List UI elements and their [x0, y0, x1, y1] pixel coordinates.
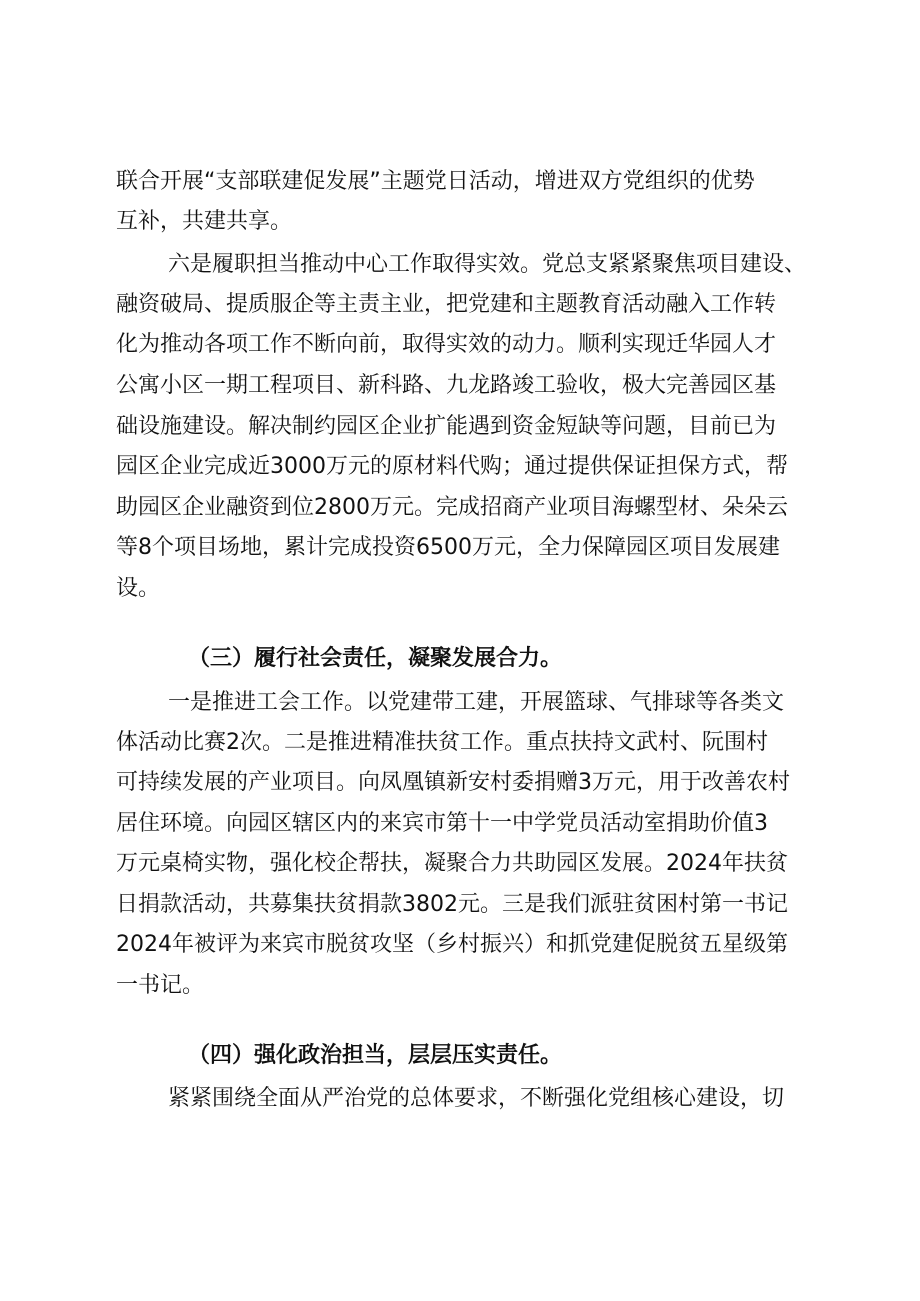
section-heading: （三）履行社会责任，凝聚发展合力。	[188, 646, 563, 671]
paragraph-line: 互补，共建共享。	[116, 209, 293, 234]
paragraph-line: 一是推进工会工作。以党建带工建，开展篮球、气排球等各类文	[168, 690, 785, 715]
paragraph-line: 公寓小区一期工程项目、新科路、九龙路竣工验收，极大完善园区基	[116, 373, 777, 398]
paragraph-line: 础设施建设。解决制约园区企业扩能遇到资金短缺等问题，目前已为	[116, 414, 777, 439]
paragraph-line: 2024年被评为来宾市脱贫攻坚（乡村振兴）和抓党建促脱贫五星级第	[116, 932, 788, 957]
paragraph-line: 园区企业完成近3000万元的原材料代购；通过提供保证担保方式，帮	[116, 454, 788, 479]
paragraph-line: 体活动比赛2次。二是推进精准扶贫工作。重点扶持文武村、阮围村	[116, 730, 768, 755]
paragraph-line: 可持续发展的产业项目。向凤凰镇新安村委捐赠3万元，用于改善农村	[116, 770, 790, 795]
paragraph-line: 化为推动各项工作不断向前，取得实效的动力。顺利实现迁华园人才	[116, 332, 777, 357]
paragraph-line: 设。	[116, 576, 161, 601]
paragraph-line: 一书记。	[116, 973, 205, 998]
paragraph-line: 日捐款活动，共募集扶贫捐款3802元。三是我们派驻贫困村第一书记	[116, 892, 788, 917]
paragraph-line: 联合开展“支部联建促发展”主题党日活动，增进双方党组织的优势	[116, 169, 755, 194]
section-heading: （四）强化政治担当，层层压实责任。	[188, 1043, 563, 1068]
paragraph-line: 助园区企业融资到位2800万元。完成招商产业项目海螺型材、朵朵云	[116, 495, 788, 520]
paragraph-line: 万元桌椅实物，强化校企帮扶，凝聚合力共助园区发展。2024年扶贫	[116, 851, 788, 876]
paragraph-line: 六是履职担当推动中心工作取得实效。党总支紧紧聚焦项目建设、	[168, 252, 807, 277]
paragraph-line: 等8个项目场地，累计完成投资6500万元，全力保障园区项目发展建	[116, 535, 780, 560]
paragraph-line: 居住环境。向园区辖区内的来宾市第十一中学党员活动室捐助价值3	[116, 811, 768, 836]
paragraph-line: 融资破局、提质服企等主责主业，把党建和主题教育活动融入工作转	[116, 292, 777, 317]
paragraph-line: 紧紧围绕全面从严治党的总体要求，不断强化党组核心建设，切	[168, 1086, 785, 1111]
